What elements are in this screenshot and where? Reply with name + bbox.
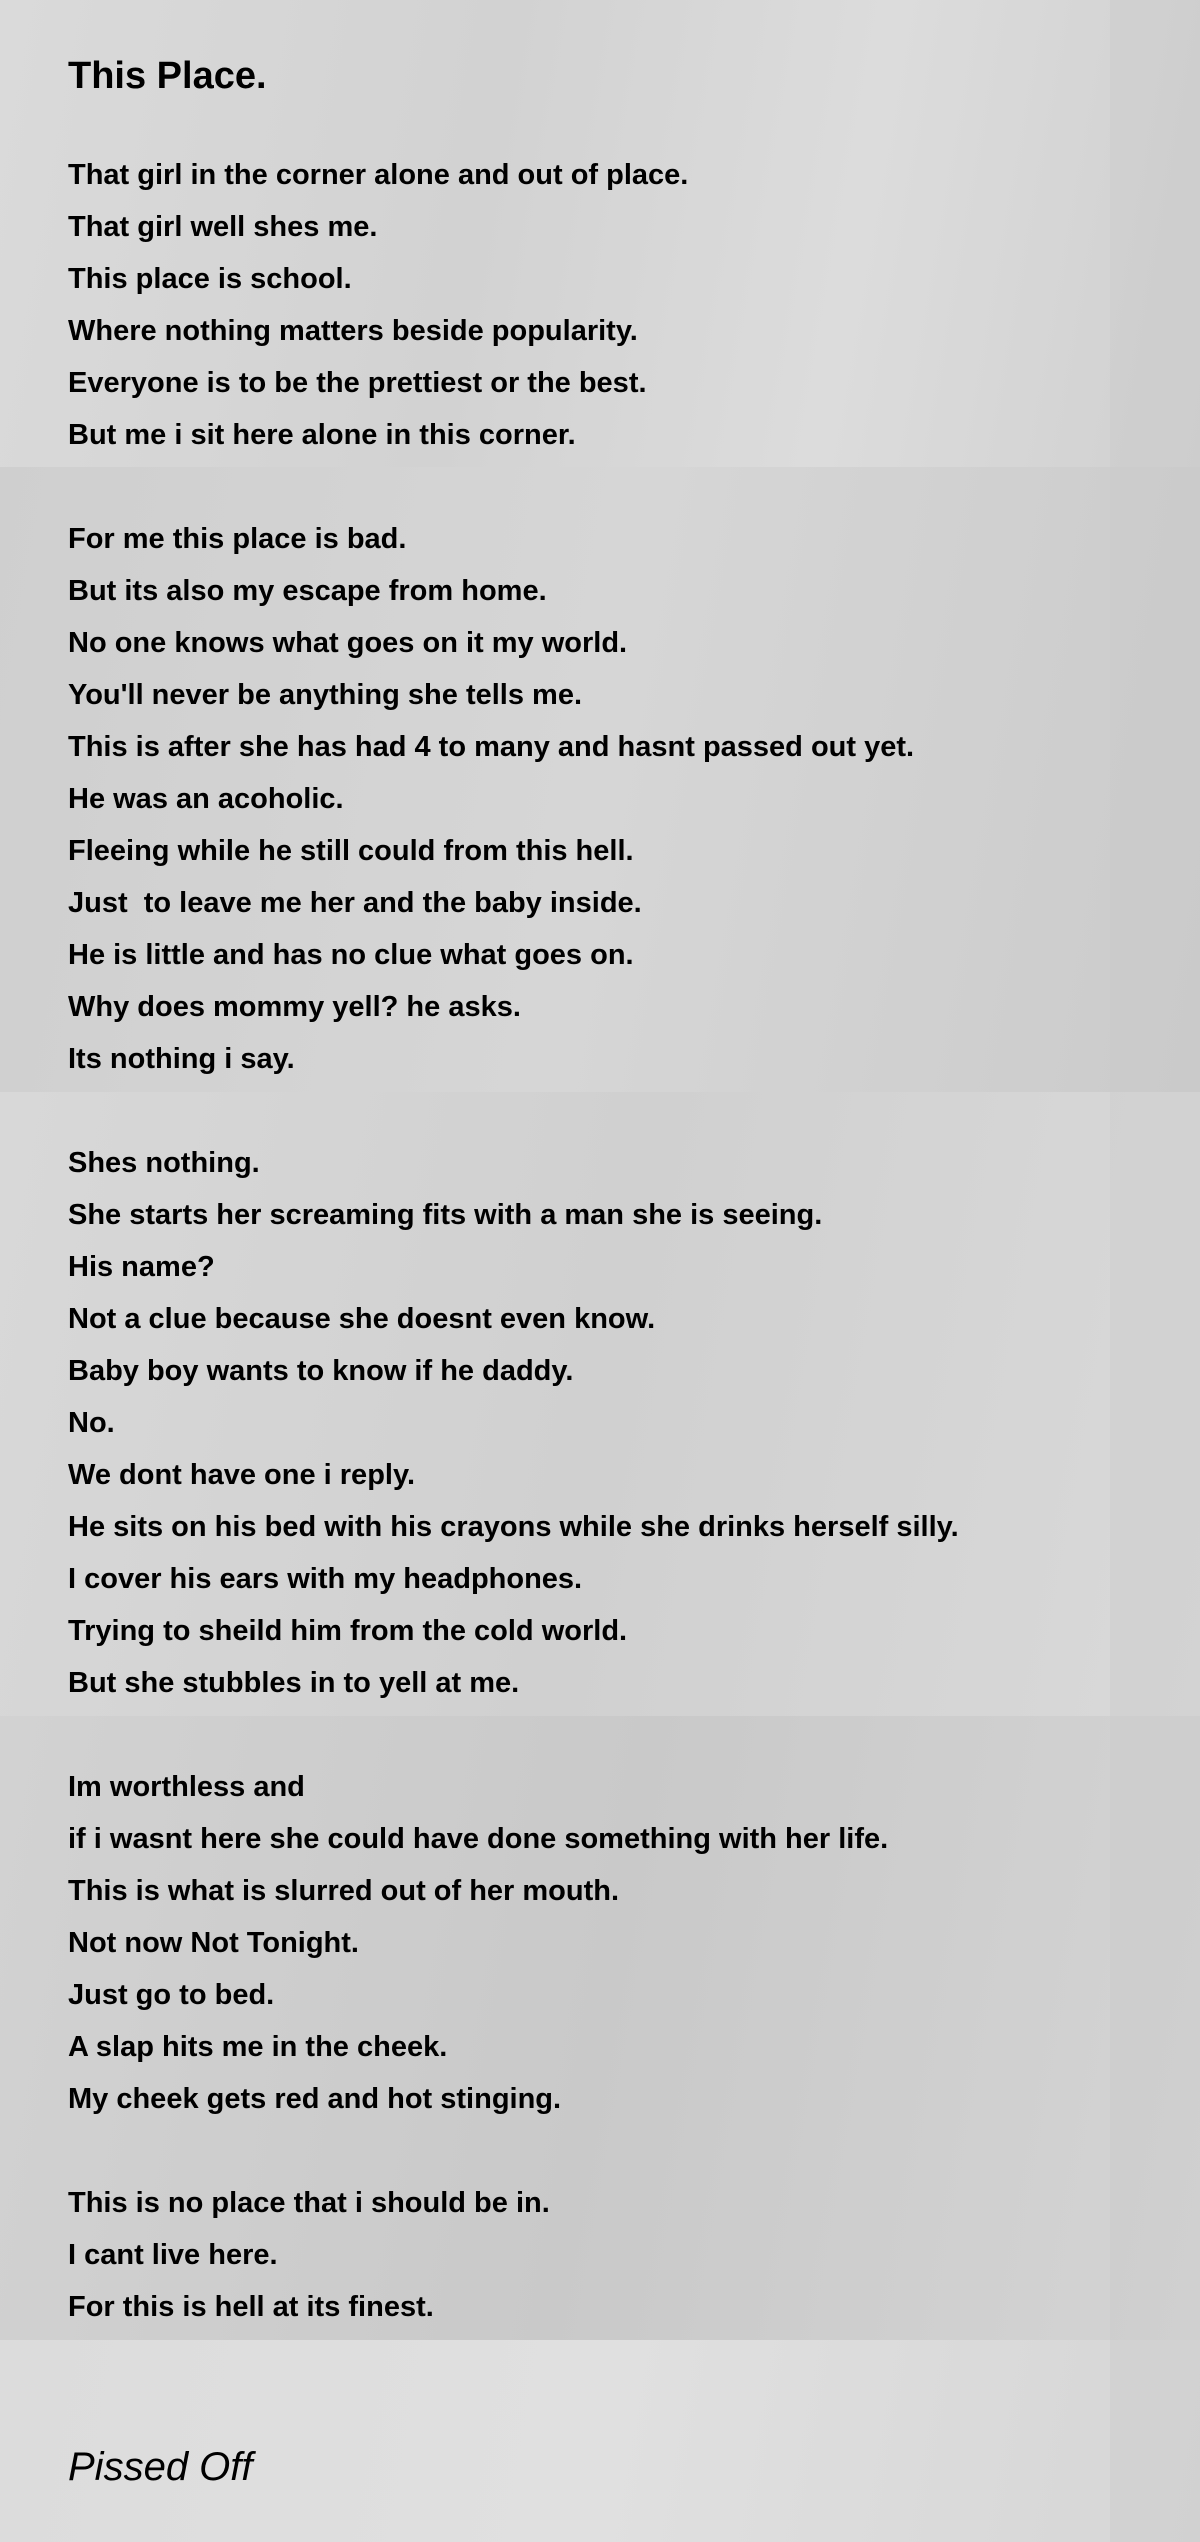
poem-author: Pissed Off [68,2445,253,2489]
poem-line: We dont have one i reply. [68,1459,415,1491]
poem-line: Fleeing while he still could from this hell. [68,835,634,867]
poem-title: This Place. [68,55,267,97]
poem-line: But me i sit here alone in this corner. [68,419,576,451]
poem-line: This place is school. [68,263,352,295]
poem-line: This is after she has had 4 to many and hasnt passed out yet. [68,731,915,763]
poem-line: This is no place that i should be in. [68,2187,550,2219]
poem-line: No. [68,1407,115,1439]
poem-stanza [68,513,959,1085]
poem-stanza [68,1137,959,1709]
poem-line: Just go to bed. [68,1979,275,2011]
poem-line: Baby boy wants to know if he daddy. [68,1355,574,1387]
poem-line: But she stubbles in to yell at me. [68,1667,520,1699]
poem-line: He sits on his bed with his crayons while she drinks herself silly. [68,1511,959,1543]
poem-line: That girl well shes me. [68,211,378,243]
poem-line: Trying to sheild him from the cold world. [68,1615,628,1647]
poem-line: You'll never be anything she tells me. [68,679,582,711]
poem-line: A slap hits me in the cheek. [68,2031,448,2063]
poem-line: For this is hell at its finest. [68,2291,434,2323]
poem-line: He is little and has no clue what goes on. [68,939,634,971]
poem-line: Shes nothing. [68,1147,260,1179]
poem-line: Not now Not Tonight. [68,1927,359,1959]
background-edge [1110,0,1200,2542]
poem-line: That girl in the corner alone and out of place. [68,159,689,191]
poem-line: I cant live here. [68,2239,278,2271]
poem-line: I cover his ears with my headphones. [68,1563,583,1595]
poem-line: Why does mommy yell? he asks. [68,991,521,1023]
poem-line: Everyone is to be the prettiest or the best. [68,367,647,399]
poem-line: No one knows what goes on it my world. [68,627,628,659]
poem-line: For me this place is bad. [68,523,407,555]
poem-stanza [68,149,959,461]
poem-line: His name? [68,1251,215,1283]
poem-line: Just to leave me her and the baby inside. [68,887,642,919]
poem-line: This is what is slurred out of her mouth. [68,1875,620,1907]
poem-line: Its nothing i say. [68,1043,295,1075]
poem-stanza [68,2177,959,2333]
poem-stanza [68,1761,959,2125]
poem-line: Not a clue because she doesnt even know. [68,1303,656,1335]
poem-line: But its also my escape from home. [68,575,547,607]
poem-line: She starts her screaming fits with a man she is seeing. [68,1199,823,1231]
poem-body [68,149,959,2385]
poem-line: Im worthless and [68,1771,305,1803]
poem-line: Where nothing matters beside popularity. [68,315,638,347]
poem-line: He was an acoholic. [68,783,344,815]
poem-line: My cheek gets red and hot stinging. [68,2083,562,2115]
poem-line: if i wasnt here she could have done something with her life. [68,1823,889,1855]
